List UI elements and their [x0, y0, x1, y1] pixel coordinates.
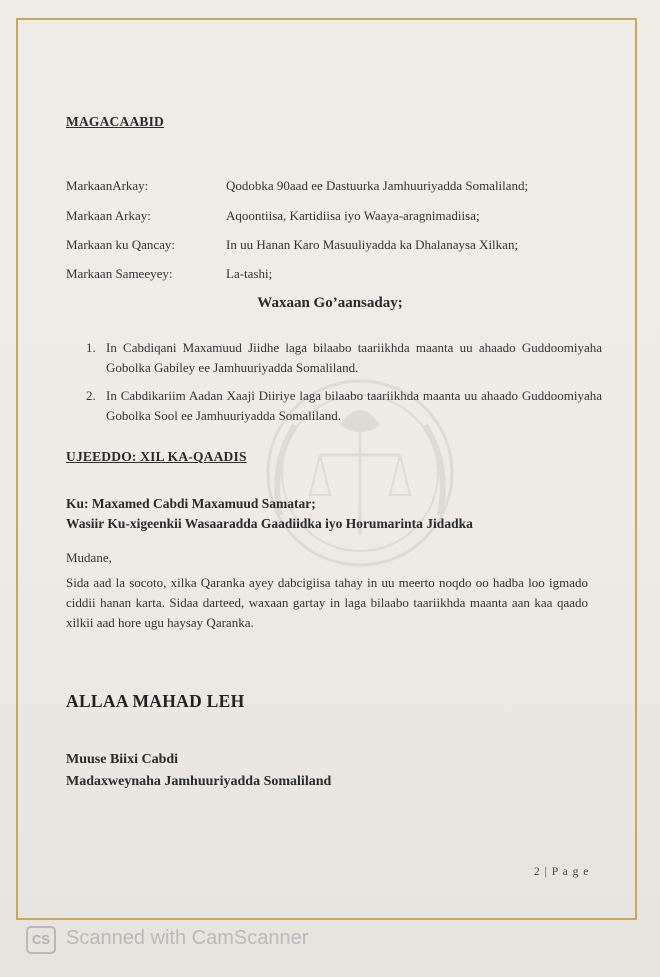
preamble-label-3: Markaan ku Qancay:: [66, 237, 176, 252]
preamble-value-1: Qodobka 90aad ee Dastuurka Jamhuuriyadda Somaliland;: [226, 178, 529, 193]
closing-phrase: ALLAA MAHAD LEH: [66, 691, 245, 711]
decision-item-1: [86, 338, 602, 382]
body-paragraph: Sida aad la socoto, xilka Qaranka ayey dabcigiisa tahay in uu meerto noqdo oo hadba loo igmado ciddii hanan karta. Sidaa darteed, waxaan gartay in laga bilaabo taariikhda maanta aan kaa qaado xilkii aad hore ugu haysay Qaranka.: [66, 575, 588, 630]
subject-heading: UJEEDDO: XIL KA-QAADIS: [66, 449, 247, 464]
scanner-watermark-text: Scanned with CamScanner: [66, 927, 309, 949]
recipient-line-2: Wasiir Ku-xigeenkii Wasaaradda Gaadiidka iyo Horumarinta Jidadka: [66, 516, 473, 531]
decision-text: In Cabdiqani Maxamuud Jiidhe laga bilaabo taariikhda maanta uu ahaado Guddoomiyaha Gobolka Gabiley ee Jamhuuriyadda Somaliland.: [106, 340, 602, 375]
scanner-footer: [0, 918, 660, 977]
preamble-label-1: MarkaanArkay:: [66, 178, 149, 193]
preamble-label-4: Markaan Sameeyey:: [66, 266, 173, 281]
heading-magacaabid: MAGACAABID: [66, 114, 164, 129]
page-number: 2 | P a g e: [534, 866, 590, 878]
salutation: Mudane,: [66, 550, 112, 565]
preamble-value-4: La-tashi;: [226, 266, 273, 281]
decision-text: In Cabdikariim Aadan Xaaji Diiriye laga bilaabo taariikhda maanta uu ahaado Guddoomiyaha Gobolka Sool ee Jamhuuriyadda Somaliland.: [106, 388, 602, 423]
preamble-label-2: Markaan Arkay:: [66, 208, 151, 223]
preamble-value-3: In uu Hanan Karo Masuuliyadda ka Dhalanaysa Xilkan;: [226, 237, 519, 252]
camscanner-logo-icon: CS: [26, 926, 56, 954]
recipient-line-1: Ku: Maxamed Cabdi Maxamuud Samatar;: [66, 496, 316, 511]
signatory-title: Madaxweynaha Jamhuuriyadda Somaliland: [66, 774, 332, 789]
signatory-name: Muuse Biixi Cabdi: [66, 752, 179, 767]
decision-heading: Waxaan Go’aansaday;: [257, 295, 403, 311]
decision-number: 2.: [86, 388, 96, 403]
decision-number: 1.: [86, 340, 96, 355]
preamble-value-2: Aqoontiisa, Kartidiisa iyo Waaya-aragnimadiisa;: [226, 208, 480, 223]
decision-item-2: [86, 386, 602, 430]
